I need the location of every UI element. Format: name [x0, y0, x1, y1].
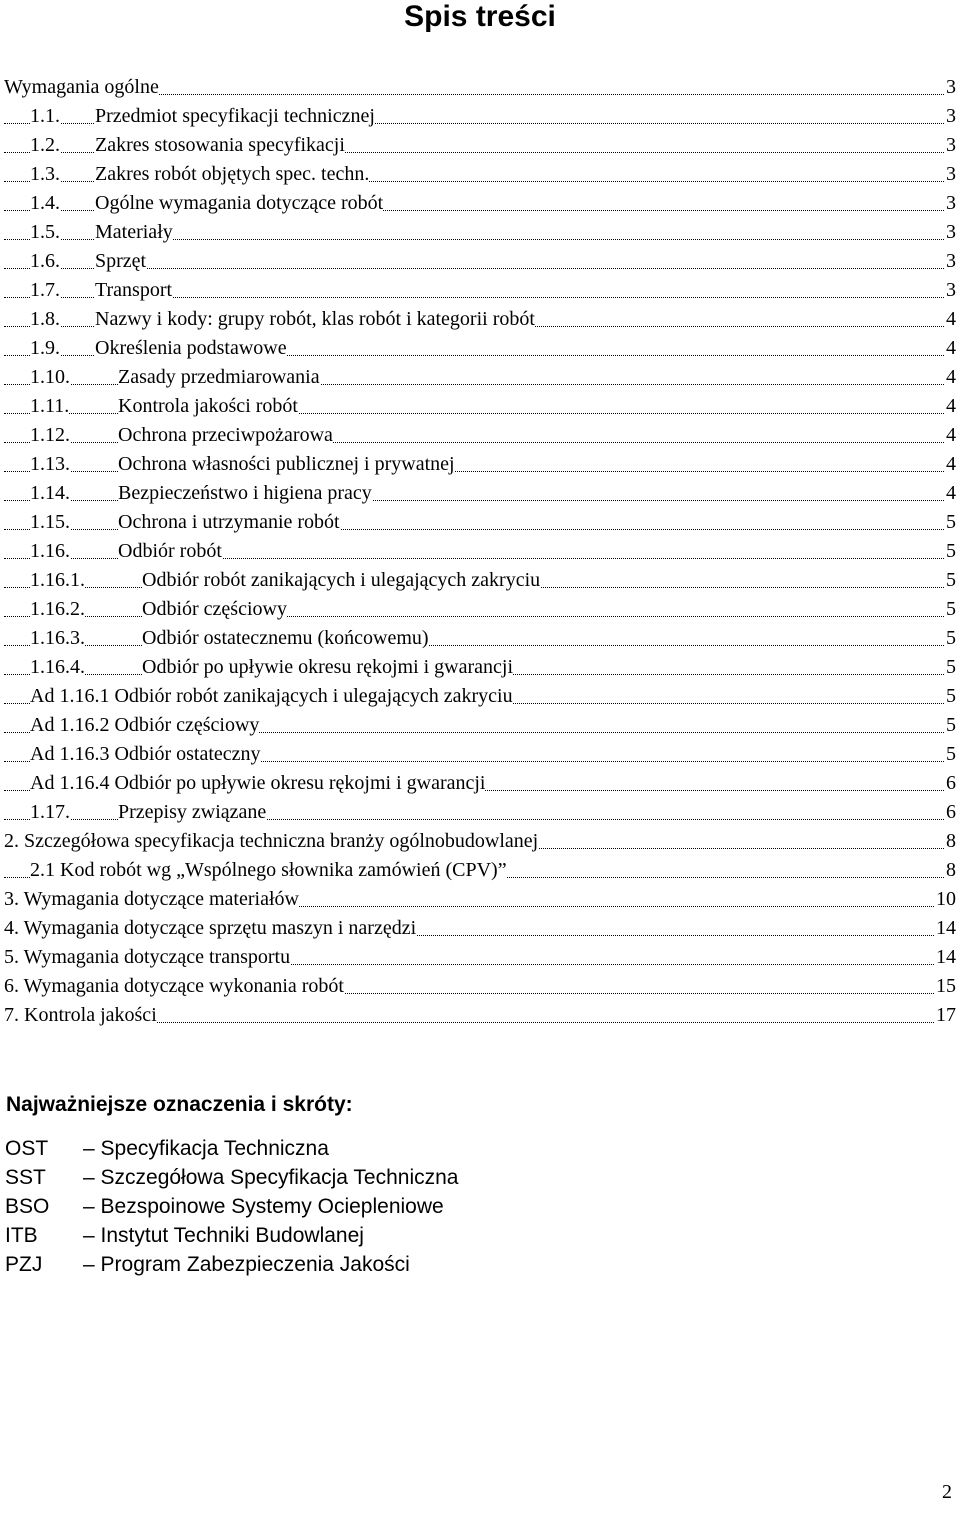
toc-entry-page: 3: [944, 247, 956, 276]
toc-entry[interactable]: [4, 537, 956, 566]
toc-entry-number: 1.2.: [30, 134, 60, 156]
toc-entry-title: Odbiór ostatecznemu (końcowemu): [142, 627, 429, 649]
toc-entry-page: 5: [944, 711, 956, 740]
toc-entry-number: 1.5.: [30, 221, 60, 243]
toc-entry-page: 6: [944, 798, 956, 827]
toc-entry-title: Ochrona własności publicznej i prywatnej: [118, 453, 455, 475]
toc-entry-page: 4: [944, 421, 956, 450]
toc-entry-page: 3: [944, 102, 956, 131]
toc-entry-page: 5: [944, 508, 956, 537]
toc-entry-number: 1.4.: [30, 192, 60, 214]
toc-entry-title: Ad 1.16.3 Odbiór ostateczny: [30, 743, 261, 765]
toc-entry[interactable]: [4, 566, 956, 595]
toc-entry[interactable]: [4, 392, 956, 421]
abbreviation-code: BSO: [5, 1195, 50, 1218]
toc-entry[interactable]: [4, 334, 956, 363]
toc-entry-number: 1.9.: [30, 337, 60, 359]
toc-entry[interactable]: [4, 305, 956, 334]
toc-entry-page: 14: [934, 914, 956, 943]
toc-entry-page: 5: [944, 566, 956, 595]
toc-entry-page: 10: [934, 885, 956, 914]
toc-entry-page: 4: [944, 305, 956, 334]
toc-entry[interactable]: [4, 943, 956, 972]
abbreviations-list: [5, 1134, 459, 1279]
abbreviation-code: ITB: [5, 1224, 38, 1247]
toc-entry-page: 5: [944, 740, 956, 769]
toc-entry[interactable]: [4, 972, 956, 1001]
toc-entry[interactable]: [4, 421, 956, 450]
toc-entry-number: 1.16.: [30, 540, 70, 562]
toc-entry-page: 14: [934, 943, 956, 972]
toc-entry-number: 1.7.: [30, 279, 60, 301]
toc-entry-page: 3: [944, 160, 956, 189]
abbreviation-code: OST: [5, 1137, 49, 1160]
toc-entry[interactable]: [4, 1001, 956, 1030]
toc-entry-number: 1.12.: [30, 424, 70, 446]
toc-entry-number: 1.6.: [30, 250, 60, 272]
toc-entry-title: Zakres stosowania specyfikacji: [95, 134, 345, 156]
toc-entry-page: 3: [944, 218, 956, 247]
toc-entry-number: 1.15.: [30, 511, 70, 533]
toc-entry-number: 1.16.2.: [30, 598, 85, 620]
toc-entry-number: 1.16.4.: [30, 656, 85, 678]
abbreviation-item: [5, 1134, 459, 1163]
abbreviation-meaning: – Szczegółowa Specyfikacja Techniczna: [83, 1166, 459, 1189]
abbreviation-code: PZJ: [5, 1253, 43, 1276]
toc-entry-title: Odbiór po upływie okresu rękojmi i gwarancji: [142, 656, 514, 678]
toc-entry[interactable]: [4, 624, 956, 653]
toc-entry-number: 1.16.1.: [30, 569, 85, 591]
toc-entry-number: 1.3.: [30, 163, 60, 185]
toc-entry-title: 2.1 Kod robót wg „Wspólnego słownika zamówień (CPV)”: [30, 859, 507, 881]
toc-entry-number: 1.13.: [30, 453, 70, 475]
toc-entry[interactable]: [4, 247, 956, 276]
toc-entry-number: 1.17.: [30, 801, 70, 823]
toc-entry-page: 4: [944, 450, 956, 479]
toc-entry-page: 17: [934, 1001, 956, 1030]
toc-entry[interactable]: [4, 653, 956, 682]
toc-entry-page: 4: [944, 392, 956, 421]
toc-entry[interactable]: [4, 740, 956, 769]
toc-entry[interactable]: [4, 595, 956, 624]
toc-entry-title: Ad 1.16.1 Odbiór robót zanikających i ulegających zakryciu: [30, 685, 513, 707]
toc-entry[interactable]: [4, 508, 956, 537]
toc-entry[interactable]: [4, 479, 956, 508]
toc-entry-title: Przepisy związane: [118, 801, 267, 823]
toc-entry[interactable]: [4, 885, 956, 914]
toc-entry-page: 5: [944, 595, 956, 624]
abbreviation-item: [5, 1221, 459, 1250]
toc-entry-number: 1.1.: [30, 105, 60, 127]
toc-entry-number: 1.10.: [30, 366, 70, 388]
page-number: 2: [942, 1481, 952, 1503]
toc-entry[interactable]: [4, 914, 956, 943]
toc-entry-title: 2. Szczegółowa specyfikacja techniczna branży ogólnobudowlanej: [4, 830, 539, 852]
toc-entry-number: 1.8.: [30, 308, 60, 330]
abbreviation-meaning: – Instytut Techniki Budowlanej: [83, 1224, 364, 1247]
toc-entry[interactable]: [4, 73, 956, 102]
page-title: Spis treści: [404, 0, 556, 33]
toc-entry[interactable]: [4, 798, 956, 827]
toc-entry[interactable]: [4, 102, 956, 131]
toc-entry-title: Zakres robót objętych spec. techn.: [95, 163, 370, 185]
toc-entry-page: 4: [944, 363, 956, 392]
toc-entry-number: 1.14.: [30, 482, 70, 504]
toc-entry-page: 6: [944, 769, 956, 798]
toc-entry-title: Sprzęt: [95, 250, 147, 272]
dot-leader: [4, 268, 956, 269]
toc-entry-title: Ochrona i utrzymanie robót: [118, 511, 340, 533]
toc-entry[interactable]: [4, 711, 956, 740]
toc-entry-title: Zasady przedmiarowania: [118, 366, 320, 388]
toc-entry-title: Odbiór częściowy: [142, 598, 287, 620]
toc-entry-title: 4. Wymagania dotyczące sprzętu maszyn i narzędzi: [4, 917, 417, 939]
toc-entry-title: Wymagania ogólne: [4, 76, 159, 98]
toc-entry-page: 8: [944, 856, 956, 885]
toc-entry-title: Materiały: [95, 221, 173, 243]
abbreviation-item: [5, 1192, 459, 1221]
toc-entry-page: 3: [944, 276, 956, 305]
toc-entry-title: Nazwy i kody: grupy robót, klas robót i kategorii robót: [95, 308, 535, 330]
table-of-contents: [4, 73, 956, 1030]
toc-entry[interactable]: [4, 827, 956, 856]
toc-entry-title: Ad 1.16.4 Odbiór po upływie okresu rękojmi i gwarancji: [30, 772, 486, 794]
toc-entry-page: 5: [944, 682, 956, 711]
toc-entry-title: Ad 1.16.2 Odbiór częściowy: [30, 714, 260, 736]
toc-entry[interactable]: [4, 276, 956, 305]
abbreviation-meaning: – Specyfikacja Techniczna: [83, 1137, 329, 1160]
toc-entry-number: 1.11.: [30, 395, 70, 417]
toc-entry-page: 4: [944, 479, 956, 508]
toc-entry[interactable]: [4, 363, 956, 392]
toc-entry-title: Określenia podstawowe: [95, 337, 287, 359]
toc-entry-title: 5. Wymagania dotyczące transportu: [4, 946, 291, 968]
toc-entry-page: 15: [934, 972, 956, 1001]
toc-entry[interactable]: [4, 189, 956, 218]
toc-entry-title: Ochrona przeciwpożarowa: [118, 424, 333, 446]
abbreviation-meaning: – Bezspoinowe Systemy Ociepleniowe: [83, 1195, 444, 1218]
abbreviation-code: SST: [5, 1166, 46, 1189]
abbreviations-heading: Najważniejsze oznaczenia i skróty:: [6, 1093, 353, 1116]
toc-entry-page: 8: [944, 827, 956, 856]
toc-entry[interactable]: [4, 769, 956, 798]
toc-entry-title: Przedmiot specyfikacji technicznej: [95, 105, 375, 127]
toc-entry-page: 3: [944, 131, 956, 160]
toc-entry-title: Ogólne wymagania dotyczące robót: [95, 192, 384, 214]
toc-entry[interactable]: [4, 131, 956, 160]
toc-entry-title: Bezpieczeństwo i higiena pracy: [118, 482, 372, 504]
toc-entry[interactable]: [4, 682, 956, 711]
toc-entry-page: 3: [944, 73, 956, 102]
abbreviation-item: [5, 1250, 459, 1279]
toc-entry-page: 5: [944, 653, 956, 682]
toc-entry-title: 6. Wymagania dotyczące wykonania robót: [4, 975, 344, 997]
toc-entry-page: 5: [944, 537, 956, 566]
toc-entry[interactable]: [4, 856, 956, 885]
toc-entry-title: Odbiór robót zanikających i ulegających zakryciu: [142, 569, 541, 591]
toc-entry-title: 7. Kontrola jakości: [4, 1004, 157, 1026]
toc-entry-page: 3: [944, 189, 956, 218]
toc-entry[interactable]: [4, 450, 956, 479]
toc-entry-page: 4: [944, 334, 956, 363]
toc-entry-title: Odbiór robót: [118, 540, 222, 562]
abbreviation-item: [5, 1163, 459, 1192]
toc-entry-title: 3. Wymagania dotyczące materiałów: [4, 888, 299, 910]
toc-entry[interactable]: [4, 160, 956, 189]
toc-entry-page: 5: [944, 624, 956, 653]
abbreviation-meaning: – Program Zabezpieczenia Jakości: [83, 1253, 410, 1276]
toc-entry[interactable]: [4, 218, 956, 247]
toc-entry-number: 1.16.3.: [30, 627, 85, 649]
toc-entry-title: Kontrola jakości robót: [118, 395, 298, 417]
toc-entry-title: Transport: [95, 279, 173, 301]
